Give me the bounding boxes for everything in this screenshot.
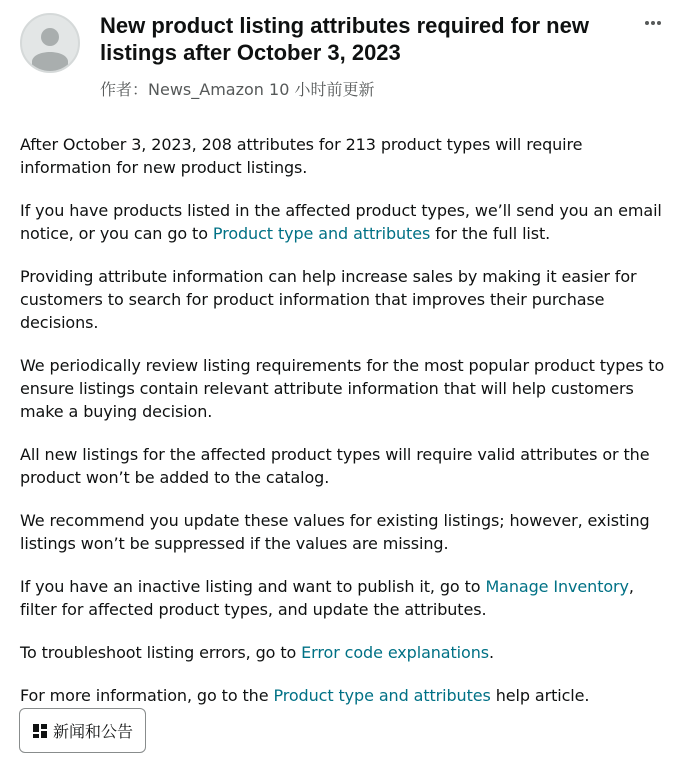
product-type-attributes-link[interactable]: Product type and attributes (212, 224, 431, 243)
paragraph-text: If you have an inactive listing and want to publish it, go to (20, 577, 486, 596)
post-body (20, 133, 674, 727)
paragraph-text: help article. (490, 686, 590, 705)
paragraph-notice (20, 199, 674, 245)
more-options-button[interactable] (640, 10, 666, 36)
author-avatar[interactable] (20, 13, 80, 73)
byline-prefix: 作者： (100, 80, 149, 99)
error-code-explanations-link[interactable]: Error code explanations (301, 643, 489, 662)
paragraph-benefits: Providing attribute information can help increase sales by making it easier for customers to search for product information that improves their purchase decisions. (20, 267, 637, 332)
product-type-attributes-help-link[interactable]: Product type and attributes (273, 686, 491, 705)
manage-inventory-link[interactable]: Manage Inventory (485, 577, 629, 596)
paragraph-review: We periodically review listing requirements for the most popular product types to ensure listings contain relevant attribute information that will help customers make a buying decision. (20, 356, 665, 421)
paragraph-text: For more information, go to the (20, 686, 274, 705)
dashboard-icon (33, 724, 47, 738)
post-time: 10 小时前更新 (269, 80, 375, 99)
paragraph-requirement: All new listings for the affected product types will require valid attributes or the product won’t be added to the catalog. (20, 445, 650, 487)
user-avatar-icon (22, 15, 78, 71)
paragraph-text: To troubleshoot listing errors, go to (20, 643, 302, 662)
post-header (0, 0, 680, 110)
post-byline (100, 77, 374, 100)
paragraph-text: for the full list. (430, 224, 551, 243)
paragraph-more-info (20, 684, 674, 707)
more-options-icon (644, 20, 662, 26)
paragraph-recommendation: We recommend you update these values for existing listings; however, existing listings won’t be suppressed if the values are missing. (20, 511, 650, 553)
news-announcements-tag-button[interactable] (19, 708, 146, 753)
paragraph-intro: After October 3, 2023, 208 attributes for 213 product types will require information for new product listings. (20, 135, 583, 177)
author-name[interactable]: News_Amazon (148, 80, 264, 99)
paragraph-troubleshoot (20, 641, 674, 664)
paragraph-text: If you have products listed in the affected product types, we’ll send you an email notice, or you can go to (20, 201, 662, 243)
paragraph-text: . (489, 643, 494, 662)
paragraph-inactive (20, 575, 674, 621)
tag-label: 新闻和公告 (53, 722, 134, 741)
post-title: New product listing attributes required for new listings after October 3, 2023 (100, 13, 589, 65)
paragraph-text: , filter for affected product types, and update the attributes. (20, 577, 634, 619)
